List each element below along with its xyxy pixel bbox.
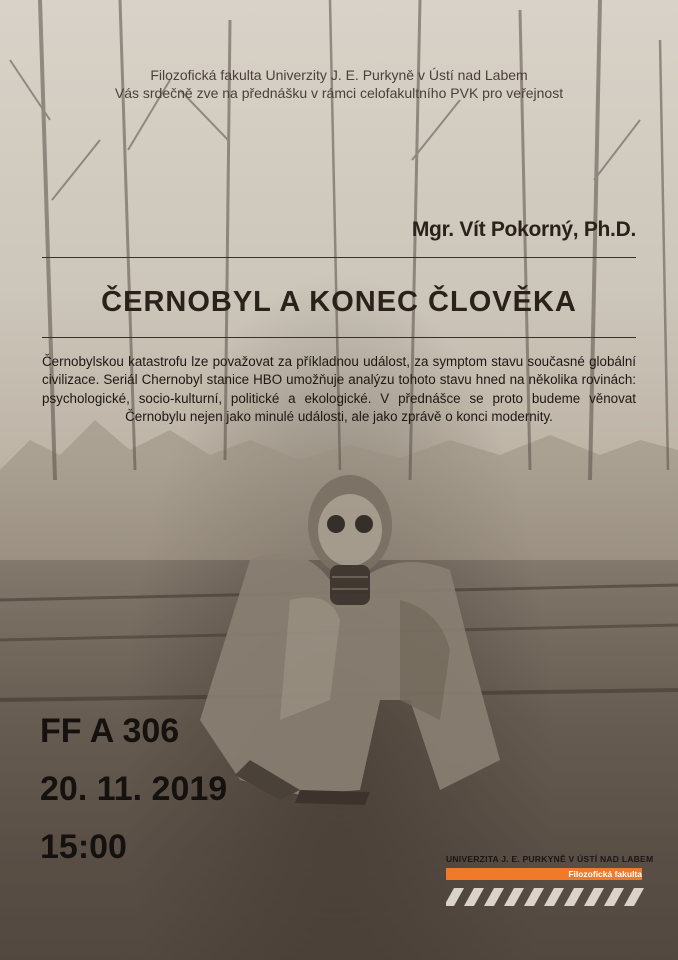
event-room: FF A 306 (40, 712, 180, 750)
faculty-name: Filozofická fakulta (568, 869, 642, 879)
logo-stripes-icon (446, 884, 646, 924)
event-time: 15:00 (40, 828, 127, 866)
faculty-line: Filozofická fakulta Univerzity J. E. Purkyně v Ústí nad Labem (150, 67, 528, 83)
invitation-line: Vás srdečně zve na přednášku v rámci celofakultního PVK pro veřejnost (114, 85, 564, 101)
university-logo (446, 854, 656, 934)
lecture-title: ČERNOBYL A KONEC ČLOVĚKA (101, 286, 577, 318)
top-divider (42, 257, 636, 258)
lecture-description: Černobylskou katastrofu lze považovat za příkladnou událost, za symptom stavu současné globální civilizace. Seriál Chernobyl stanice HBO umožňuje analýzu tohoto stavu hned na několika rovinách: psychologické, socio-kulturní, politické a ekologické. V přednášce se proto budeme věnovat Černobylu nejen jako minulé události, ale jako zprávě o konci modernity. (42, 354, 636, 425)
university-name: UNIVERZITA J. E. PURKYNĚ V ÚSTÍ NAD LABEM (446, 854, 654, 864)
invitation-header (0, 66, 678, 102)
speaker-name: Mgr. Vít Pokorný, Ph.D. (411, 218, 636, 241)
event-date: 20. 11. 2019 (40, 770, 228, 808)
bottom-divider (42, 337, 636, 338)
